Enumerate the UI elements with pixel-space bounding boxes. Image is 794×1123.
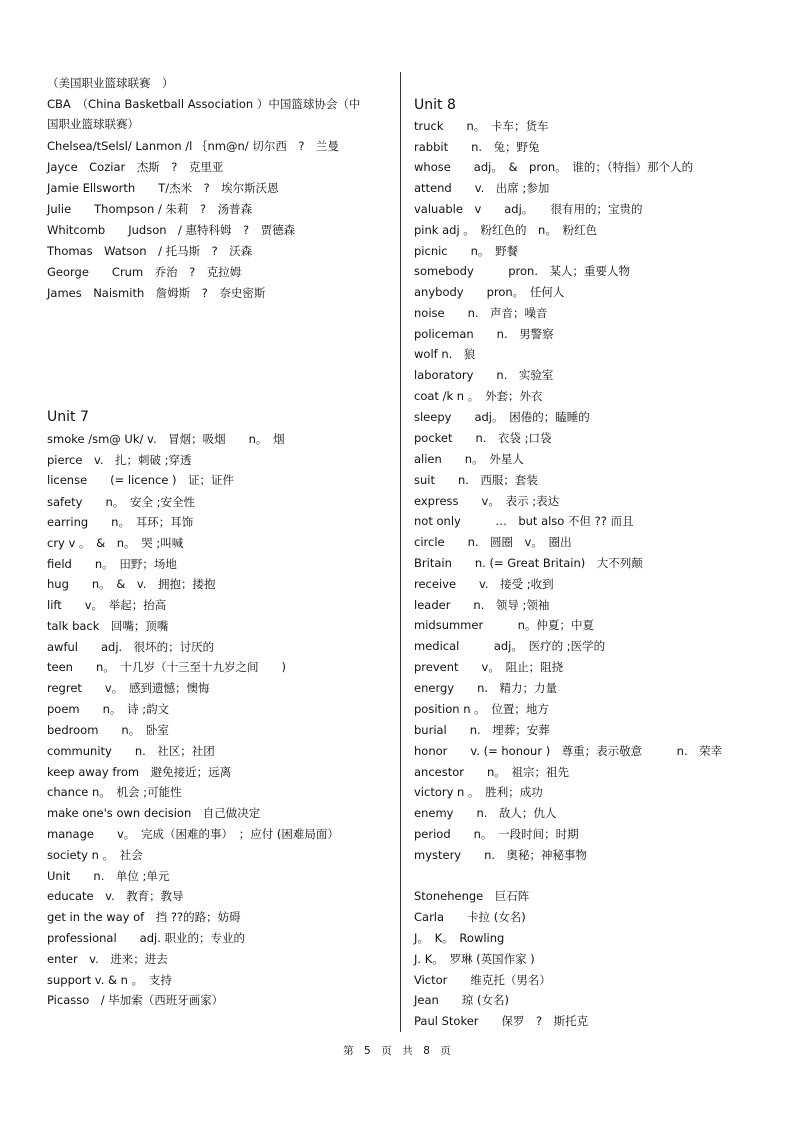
unit-heading: Unit 8 [414,97,456,113]
vocab-entry: burial n. 埋葬；安葬 [414,723,550,737]
vocab-entry: earring n。 耳环；耳饰 [47,515,194,529]
vocab-entry: smoke /sm@ Uk/ v. 冒烟；吸烟 n。 烟 [47,432,285,446]
vocab-entry: bedroom n。 卧室 [47,723,169,737]
vocab-entry: Jamie Ellsworth T/杰米 ? 埃尔斯沃恩 [47,181,279,195]
vocab-entry: awful adj. 很坏的；讨厌的 [47,640,215,654]
vocab-entry: keep away from 避免接近；远离 [47,765,232,779]
vocab-entry: cry v 。 & n。 哭 ;叫喊 [47,536,184,550]
name-entry: Paul Stoker 保罗 ? 斯托克 [414,1014,589,1028]
name-entry: Victor 维克托（男名） [414,973,551,987]
vocab-entry: field n。 田野；场地 [47,557,177,571]
vocab-entry: get in the way of 挡 ??的路；妨碍 [47,910,241,924]
vocab-entry: Jayce Coziar 杰斯 ? 克里亚 [47,160,224,174]
unit-heading: Unit 7 [47,409,89,425]
page-number: 第 5 页 共 8 页 [343,1045,451,1057]
vocab-entry: enter v. 进来；进去 [47,952,168,966]
vocab-entry: alien n。 外星人 [414,452,524,466]
vocab-entry: circle n. 圆圈 v。 圈出 [414,535,572,549]
vocab-entry: coat /k n 。 外套；外衣 [414,389,543,403]
vocab-entry: Chelsea/tSelsl/ Lanmon /l ｛nm@n/ 切尔西 ? 兰曼 [47,139,339,153]
vocab-entry: Britain n. (= Great Britain) 大不列颠 [414,556,643,570]
vocab-entry: receive v. 接受 ;收到 [414,577,554,591]
vocab-entry: prevent v。 阻止；阻挠 [414,660,564,674]
name-entry: J. K。 罗琳 (英国作家 ) [414,952,535,966]
vocab-entry: sleepy adj。 困倦的；瞌睡的 [414,410,590,424]
vocab-entry: Unit n. 单位 ;单元 [47,869,170,883]
vocab-entry: medical adj。 医疗的 ;医学的 [414,639,606,653]
vocab-entry: 国职业篮球联赛） [47,117,139,131]
vocab-entry: picnic n。 野餐 [414,244,519,258]
name-entry: J。 K。 Rowling [414,931,505,945]
vocab-entry: truck n。 卡车；货车 [414,119,549,133]
vocab-entry: position n 。 位置；地方 [414,702,549,716]
vocab-entry: express v。 表示 ;表达 [414,494,560,508]
vocab-entry: ancestor n。 祖宗；祖先 [414,765,570,779]
vocab-entry: manage v。 完成（困难的事） ；应付 (困难局面） [47,827,339,841]
name-entry: Jean 琼 (女名) [414,993,509,1007]
vocab-entry: poem n。 诗 ;韵文 [47,702,170,716]
vocab-entry: safety n。 安全 ;安全性 [47,495,196,509]
vocab-entry: community n. 社区；社团 [47,744,215,758]
vocab-entry: wolf n. 狼 [414,347,476,361]
vocab-entry: professional adj. 职业的；专业的 [47,931,246,945]
vocab-entry: rabbit n. 兔；野兔 [414,140,540,154]
vocab-entry: whose adj。 & pron。 谁的；（特指）那个人的 [414,160,694,174]
vocab-entry: not only … but also 不但 ?? 而且 [414,514,634,528]
vocab-entry: suit n. 西服；套装 [414,473,538,487]
vocab-entry: hug n。 & v. 拥抱；搂抱 [47,577,216,591]
vocab-entry: make one's own decision 自己做决定 [47,806,261,820]
vocab-entry: energy n. 精力；力量 [414,681,558,695]
vocab-entry: society n 。 社会 [47,848,143,862]
vocab-entry: pocket n. 衣袋 ;口袋 [414,431,552,445]
vocab-entry: （美国职业篮球联赛 ） [47,76,174,90]
vocab-entry: pink adj 。 粉红色的 n。 粉红色 [414,223,598,237]
vocab-entry: pierce v. 扎；刺破 ;穿透 [47,453,192,467]
vocab-entry: enemy n. 敌人；仇人 [414,806,557,820]
vocab-entry: noise n. 声音；噪音 [414,306,548,320]
vocab-entry: Picasso / 毕加索（西班牙画家） [47,993,224,1007]
vocab-entry: victory n 。 胜利；成功 [414,785,543,799]
vocab-entry: laboratory n. 实验室 [414,368,554,382]
vocab-entry: James Naismith 詹姆斯 ? 奈史密斯 [47,286,266,300]
vocab-entry: attend v. 出席 ;参加 [414,181,550,195]
vocab-entry: license (= licence ) 证；证件 [47,473,235,487]
vocab-entry: period n。 一段时间；时期 [414,827,579,841]
name-entry: Carla 卡拉 (女名) [414,910,526,924]
vocab-entry: regret v。 感到遗憾；懊悔 [47,681,210,695]
vocab-entry: Thomas Watson / 托马斯 ? 沃森 [47,244,253,258]
vocab-entry: Julie Thompson / 朱莉 ? 汤普森 [47,202,253,216]
column-divider [400,72,401,1032]
vocab-entry: honor v. (= honour ) 尊重；表示敬意 n. 荣幸 [414,744,723,758]
vocab-entry: George Crum 乔治 ? 克拉姆 [47,265,242,279]
vocab-entry: Whitcomb Judson / 惠特科姆 ? 贾德森 [47,223,296,237]
vocab-entry: valuable v adj。 很有用的；宝贵的 [414,202,643,216]
vocab-entry: CBA （China Basketball Association ）中国篮球协会（中 [47,97,361,111]
vocab-entry: mystery n. 奥秘；神秘事物 [414,848,588,862]
vocab-entry: somebody pron. 某人；重要人物 [414,264,630,278]
vocab-entry: teen n。 十几岁（十三至十九岁之间 ) [47,660,286,674]
vocab-entry: leader n. 领导 ;领袖 [414,598,550,612]
vocab-entry: talk back 回嘴；顶嘴 [47,619,169,633]
vocab-entry: chance n。 机会 ;可能性 [47,785,182,799]
vocab-entry: midsummer n。仲夏；中夏 [414,618,594,632]
vocab-entry: policeman n. 男警察 [414,327,554,341]
vocab-entry: educate v. 教育；教导 [47,889,184,903]
name-entry: Stonehenge 巨石阵 [414,889,530,903]
vocab-entry: lift v。 举起；抬高 [47,598,167,612]
vocab-entry: support v. & n 。 支持 [47,973,172,987]
vocab-entry: anybody pron。 任何人 [414,285,565,299]
